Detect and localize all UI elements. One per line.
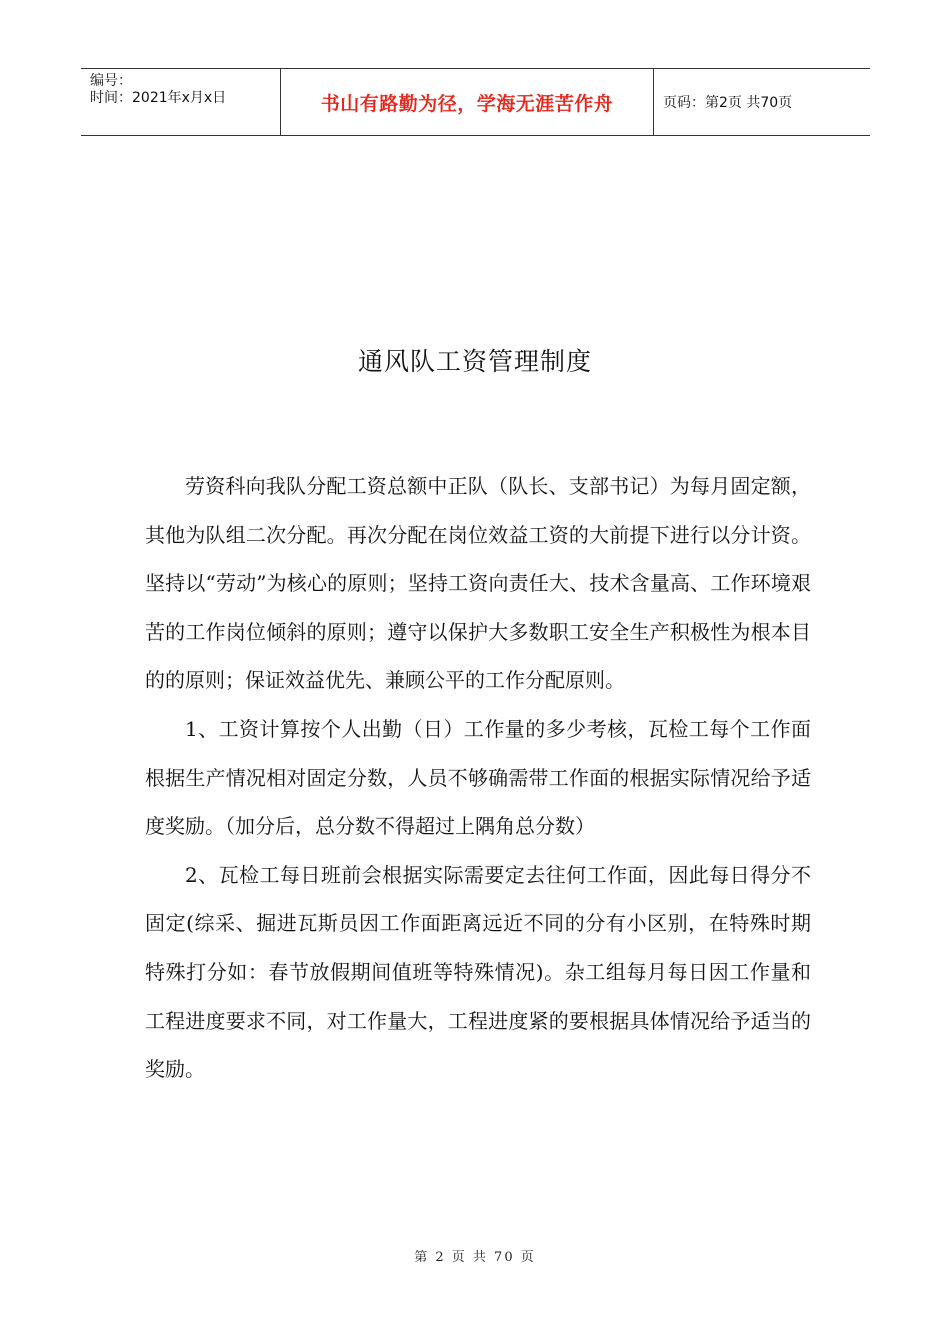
document-title: 通风队工资管理制度 xyxy=(357,347,592,376)
document-body xyxy=(145,462,811,1094)
header-meta-cell xyxy=(81,69,281,135)
header-motto: 书山有路勤为径，学海无涯苦作舟 xyxy=(281,69,654,135)
paragraph-intro: 劳资科向我队分配工资总额中正队（队长、支部书记）为每月固定额，其他为队组二次分配。再次分配在岗位效益工资的大前提下进行以分计资。坚持以“劳动”为核心的原则；坚持工资向责任大、技术含量高、工作环境艰苦的工作岗位倾斜的原则；遵守以保护大多数职工安全生产积极性为根本目的的原则；保证效益优先、兼顾公平的工作分配原则。 xyxy=(145,474,811,693)
page-footer: 第 2 页 共 70 页 xyxy=(414,1250,536,1265)
paragraph-rule-2: 2、瓦检工每日班前会根据实际需要定去往何工作面，因此每日得分不固定(综采、掘进瓦斯员因工作面距离远近不同的分有小区别，在特殊时期特殊打分如：春节放假期间值班等特殊情况)。杂工组每月每日因工作量和工程进度要求不同，对工作量大，工程进度紧的要根据具体情况给予适当的奖励。 xyxy=(145,862,811,1082)
paragraph-rule-1: 1、工资计算按个人出勤（日）工作量的多少考核，瓦检工每个工作面根据生产情况相对固定分数，人员不够确需带工作面的根据实际情况给予适度奖励。（加分后，总分数不得超过上隅角总分数） xyxy=(145,716,811,839)
header-number-label: 编号： xyxy=(90,73,132,89)
header-time-label: 时间：2021年x月x日 xyxy=(90,90,227,106)
header-page-info: 页码：第2页 共70页 xyxy=(663,95,793,111)
page-header xyxy=(81,68,870,136)
